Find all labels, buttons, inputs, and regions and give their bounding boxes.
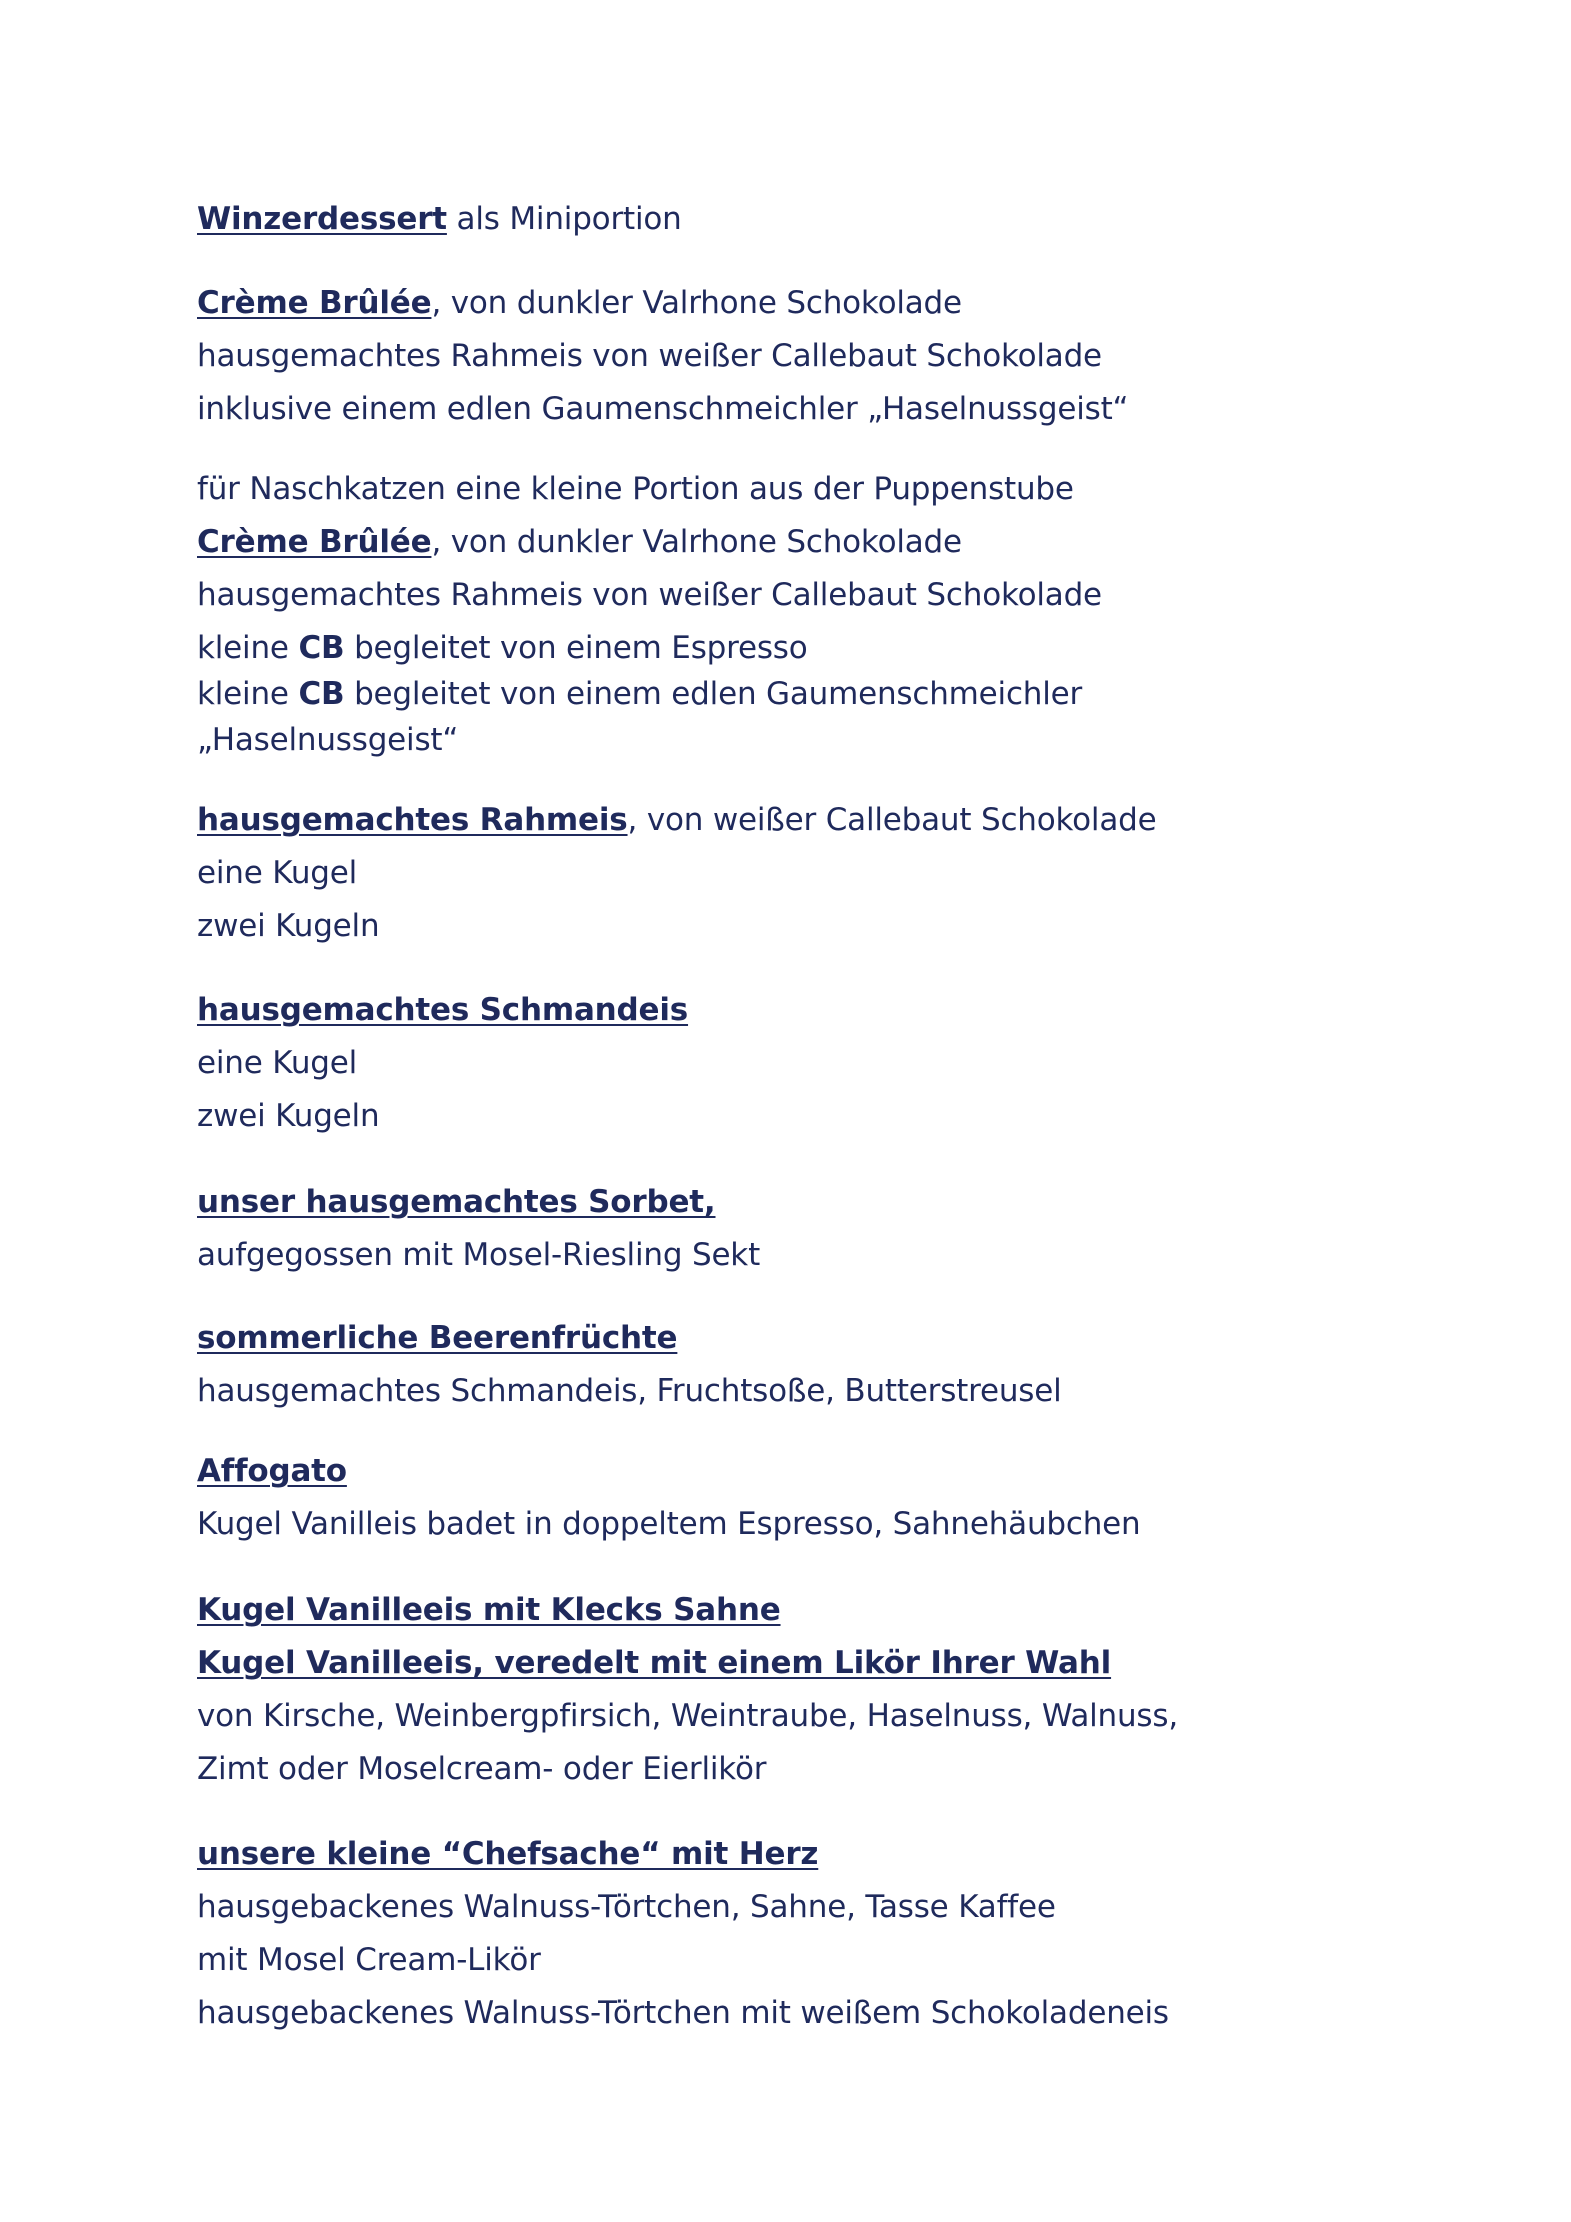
- beeren-title-text: sommerliche Beerenfrüchte: [197, 1320, 678, 1356]
- creme1-desc: , von dunkler Valrhone Schokolade: [431, 285, 962, 321]
- beeren-desc: hausgemachtes Schmandeis, Fruchtsoße, Butterstreusel: [197, 1373, 1062, 1409]
- winzer-line: [197, 199, 682, 239]
- sorbet-desc: aufgegossen mit Mosel-Riesling Sekt: [197, 1237, 761, 1273]
- creme2-desc: , von dunkler Valrhone Schokolade: [431, 524, 962, 560]
- affogato-title-text: Affogato: [197, 1453, 347, 1489]
- rahmeis-line: [197, 800, 1156, 840]
- sorbet-title-text: unser hausgemachtes Sorbet,: [197, 1184, 716, 1220]
- creme2-line: [197, 522, 962, 562]
- creme1-line: [197, 283, 962, 323]
- schmand-one: eine Kugel: [197, 1045, 358, 1081]
- option2-prefix: kleine: [197, 676, 299, 712]
- option2-suffix: begleitet von einem edlen Gaumenschmeichler: [344, 676, 1083, 712]
- chef-line1: hausgebackenes Walnuss-Törtchen, Sahne, Tasse Kaffee: [197, 1889, 1056, 1925]
- winzer-title: Winzerdessert: [197, 201, 447, 237]
- chef-line3: hausgebackenes Walnuss-Törtchen mit weißem Schokoladeneis: [197, 1995, 1169, 2031]
- winzer-desc: als Miniportion: [446, 201, 682, 237]
- vanille-line2: Zimt oder Moselcream- oder Eierlikör: [197, 1751, 767, 1787]
- creme1-line2: hausgemachtes Rahmeis von weißer Callebaut Schokolade: [197, 338, 1102, 374]
- sorbet-title: [197, 1182, 716, 1222]
- creme1-line3: inklusive einem edlen Gaumenschmeichler „Haselnussgeist“: [197, 391, 1129, 427]
- option2-cb: CB: [298, 676, 345, 712]
- creme2-option2-cont: „Haselnussgeist“: [197, 722, 459, 758]
- affogato-desc: Kugel Vanilleis badet in doppeltem Espresso, Sahnehäubchen: [197, 1506, 1141, 1542]
- option1-prefix: kleine: [197, 630, 299, 666]
- option1-cb: CB: [298, 630, 345, 666]
- creme2-title: Crème Brûlée: [197, 524, 432, 560]
- creme2-line2: hausgemachtes Rahmeis von weißer Callebaut Schokolade: [197, 577, 1102, 613]
- schmand-title-text: hausgemachtes Schmandeis: [197, 992, 689, 1028]
- vanille-line1: von Kirsche, Weinbergpfirsich, Weintraube, Haselnuss, Walnuss,: [197, 1698, 1178, 1734]
- affogato-title: [197, 1451, 347, 1491]
- creme1-title: Crème Brûlée: [197, 285, 432, 321]
- schmand-two: zwei Kugeln: [197, 1098, 380, 1134]
- schmand-title: [197, 990, 688, 1030]
- rahmeis-two: zwei Kugeln: [197, 908, 380, 944]
- rahmeis-title: hausgemachtes Rahmeis: [197, 802, 628, 838]
- chef-line2: mit Mosel Cream-Likör: [197, 1942, 541, 1978]
- vanille-title2: [197, 1643, 1111, 1683]
- rahmeis-desc: , von weißer Callebaut Schokolade: [627, 802, 1157, 838]
- option1-suffix: begleitet von einem Espresso: [344, 630, 808, 666]
- creme2-option1: [197, 628, 808, 668]
- vanille-title1: [197, 1590, 781, 1630]
- vanille-title2-text: Kugel Vanilleeis, veredelt mit einem Likör Ihrer Wahl: [197, 1645, 1112, 1681]
- beeren-title: [197, 1318, 677, 1358]
- chef-title-text: unsere kleine “Chefsache“ mit Herz: [197, 1836, 819, 1872]
- rahmeis-one: eine Kugel: [197, 855, 358, 891]
- creme2-option2: [197, 674, 1082, 714]
- vanille-title1-text: Kugel Vanilleeis mit Klecks Sahne: [197, 1592, 781, 1628]
- chef-title: [197, 1834, 818, 1874]
- creme2-intro: für Naschkatzen eine kleine Portion aus der Puppenstube: [197, 471, 1074, 507]
